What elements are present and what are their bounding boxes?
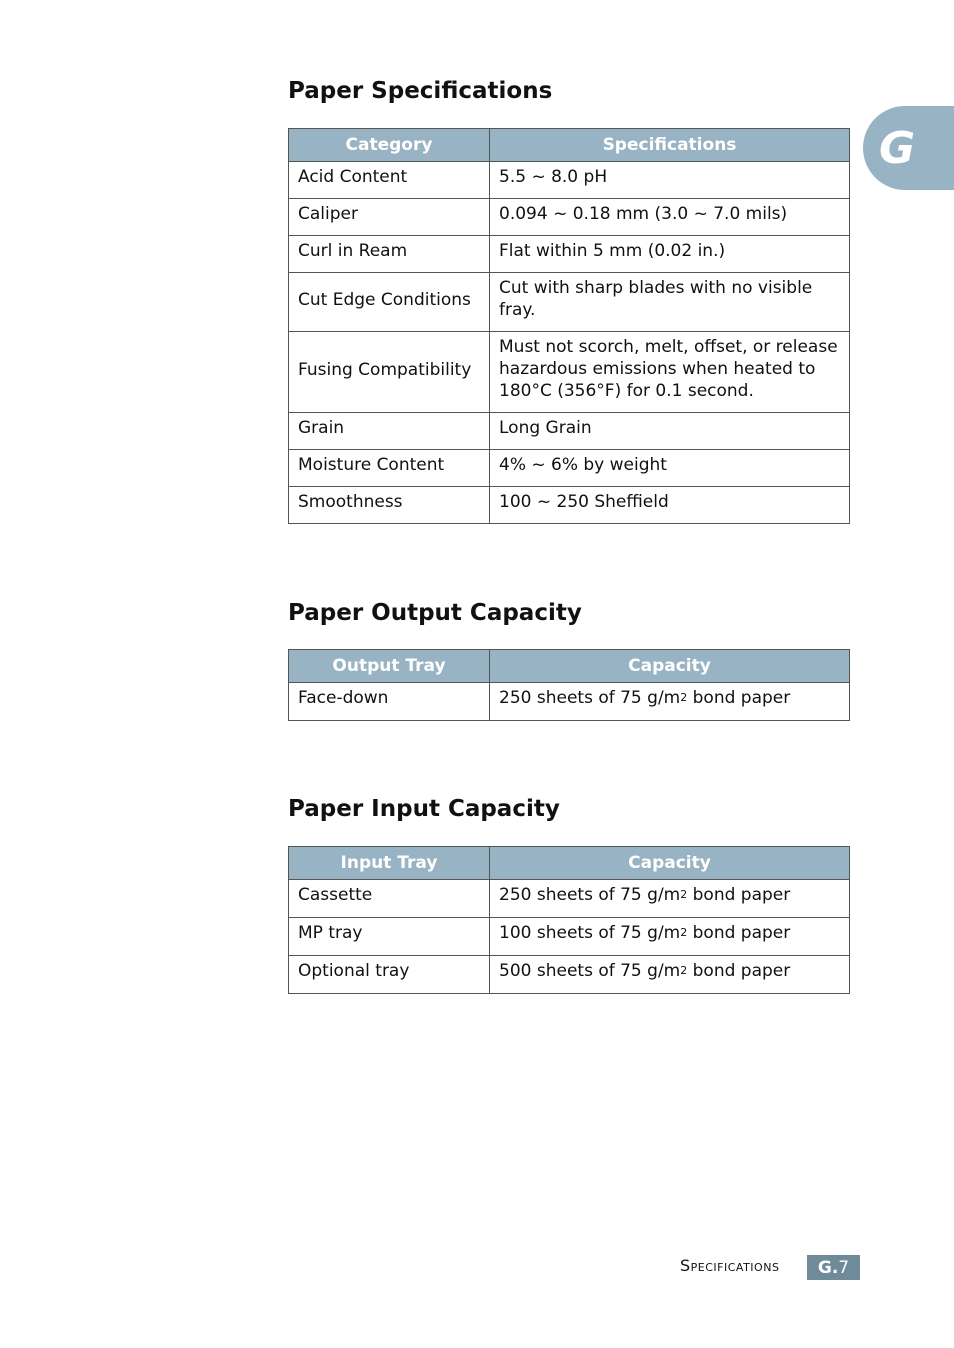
category-cell: Curl in Ream [289, 236, 490, 273]
capacity-unit-text: bond paper [687, 961, 791, 981]
capacity-cell [490, 683, 850, 721]
column-header-specifications: Specifications [490, 129, 850, 162]
tray-cell: Optional tray [289, 956, 490, 994]
column-header-capacity: Capacity [490, 650, 850, 683]
category-cell: Grain [289, 413, 490, 450]
spec-cell: Must not scorch, melt, offset, or release hazardous emissions when heated to 180°C (356°F) for 0.1 second. [490, 332, 850, 413]
category-cell: Moisture Content [289, 450, 490, 487]
category-cell: Fusing Compatibility [289, 332, 490, 413]
column-header-capacity: Capacity [490, 847, 850, 880]
table-row [289, 236, 850, 273]
spec-cell: Cut with sharp blades with no visible fray. [490, 273, 850, 332]
category-cell: Caliper [289, 199, 490, 236]
paper-specifications-table [288, 128, 850, 524]
capacity-text: 250 sheets of 75 g/m [499, 885, 681, 905]
column-header-input-tray: Input Tray [289, 847, 490, 880]
capacity-cell [490, 956, 850, 994]
spec-cell: Long Grain [490, 413, 850, 450]
superscript: 2 [680, 888, 688, 901]
table-row [289, 332, 850, 413]
table-row [289, 487, 850, 524]
page-chapter: G. [817, 1257, 839, 1278]
capacity-cell [490, 880, 850, 918]
capacity-unit-text: bond paper [687, 923, 791, 943]
table-row [289, 162, 850, 199]
category-cell: Acid Content [289, 162, 490, 199]
spec-cell: 100 ~ 250 Sheffield [490, 487, 850, 524]
table-row [289, 918, 850, 956]
category-cell: Smoothness [289, 487, 490, 524]
chapter-tab [863, 106, 954, 190]
capacity-cell [490, 918, 850, 956]
paper-input-capacity-table [288, 846, 850, 994]
table-row [289, 273, 850, 332]
capacity-text: 500 sheets of 75 g/m [499, 961, 681, 981]
capacity-unit-text: bond paper [687, 688, 791, 708]
table-row [289, 683, 850, 721]
table-header-row [289, 650, 850, 683]
page-number-badge [807, 1255, 860, 1280]
spec-cell: 4% ~ 6% by weight [490, 450, 850, 487]
table-header-row [289, 129, 850, 162]
table-row [289, 450, 850, 487]
table-row [289, 956, 850, 994]
table-row [289, 880, 850, 918]
paper-output-capacity-table [288, 649, 850, 721]
paper-output-capacity-title: Paper Output Capacity [288, 600, 582, 626]
column-header-category: Category [289, 129, 490, 162]
superscript: 2 [680, 691, 688, 704]
column-header-output-tray: Output Tray [289, 650, 490, 683]
chapter-tab-letter: G [879, 122, 916, 174]
tray-cell: Cassette [289, 880, 490, 918]
spec-cell: Flat within 5 mm (0.02 in.) [490, 236, 850, 273]
tray-cell: MP tray [289, 918, 490, 956]
superscript: 2 [680, 926, 688, 939]
table-row [289, 413, 850, 450]
capacity-text: 250 sheets of 75 g/m [499, 688, 681, 708]
page-number: 7 [838, 1257, 850, 1278]
paper-input-capacity-title: Paper Input Capacity [288, 796, 560, 822]
category-cell: Cut Edge Conditions [289, 273, 490, 332]
tray-cell: Face-down [289, 683, 490, 721]
spec-cell: 0.094 ~ 0.18 mm (3.0 ~ 7.0 mils) [490, 199, 850, 236]
table-header-row [289, 847, 850, 880]
capacity-unit-text: bond paper [687, 885, 791, 905]
footer-section-label: Specifications [680, 1256, 780, 1275]
paper-specifications-title: Paper Specifications [288, 78, 553, 104]
superscript: 2 [680, 964, 688, 977]
spec-cell: 5.5 ~ 8.0 pH [490, 162, 850, 199]
capacity-text: 100 sheets of 75 g/m [499, 923, 681, 943]
table-row [289, 199, 850, 236]
